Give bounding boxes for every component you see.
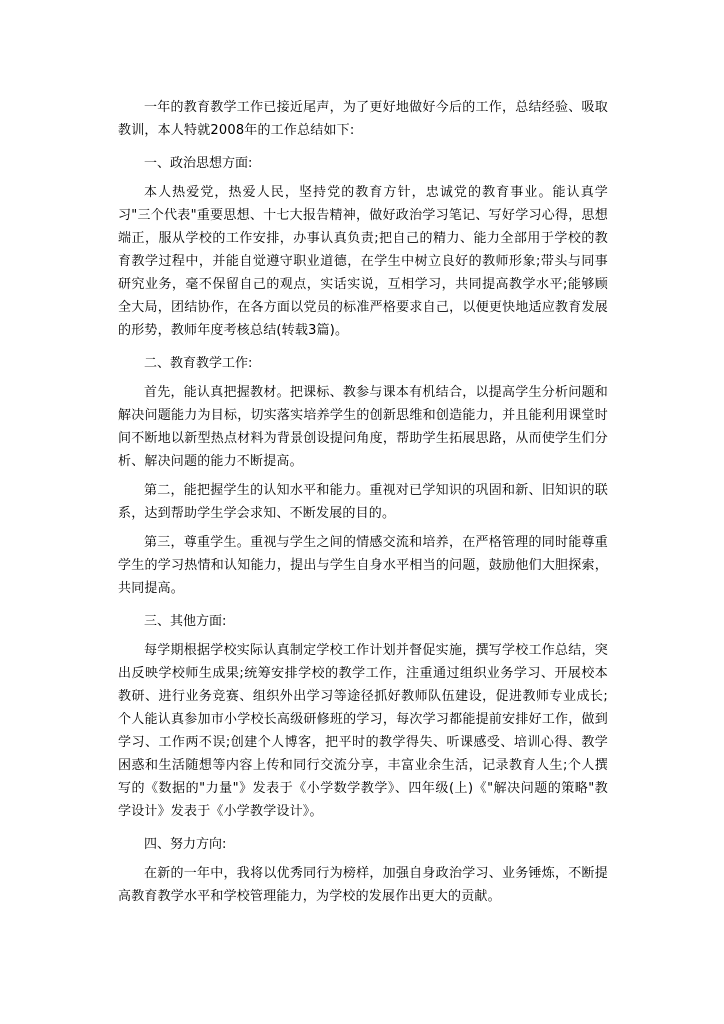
teaching-paragraph-2: 第二，能把握学生的认知水平和能力。重视对已学知识的巩固和新、旧知识的联系，达到帮助学生学会求知、不断发展的目的。 (118, 483, 608, 521)
direction-paragraph: 在新的一年中，我将以优秀同行为榜样，加强自身政治学习、业务锤炼，不断提高教育教学水平和学校管理能力，为学校的发展作出更大的贡献。 (118, 866, 608, 904)
section-heading-teaching: 二、教育教学工作: (144, 356, 253, 371)
section-heading-other: 三、其他方面: (144, 614, 227, 629)
other-paragraph: 每学期根据学校实际认真制定学校工作计划并督促实施，撰写学校工作总结，突出反映学校师生成果;统筹安排学校的教学工作，注重通过组织业务学习、开展校本教研、进行业务竞赛、组织外出学习等途径抓好教师队伍建设，促进教师专业成长;个人能认真参加市小学校长高级研修班的学习，每次学习都能提前安排好工作，做到学习、工作两不误;创建个人博客，把平时的教学得失、听课感受、培训心得、教学困惑和生活随想等内容上传和同行交流分享，丰富业余生活，记录教育人生;个人撰写的《数据的"力量"》发表于《小学数学教学》、四年级(上)《"解决问题的策略"教学设计》发表于《小学教学设计》。 (118, 643, 608, 819)
section-heading-direction: 四、努力方向: (144, 837, 227, 852)
section-heading-politics: 一、政治思想方面: (144, 156, 253, 171)
intro-paragraph: 一年的教育教学工作已接近尾声，为了更好地做好今后的工作，总结经验、吸取教训，本人特就2008年的工作总结如下: (118, 100, 608, 138)
politics-paragraph: 本人热爱党，热爱人民，坚持党的教育方针，忠诚党的教育事业。能认真学习"三个代表"重要思想、十七大报告精神，做好政治学习笔记、写好学习心得，思想端正，服从学校的工作安排，办事认真负责;把自己的精力、能力全部用于学校的教育教学过程中，并能自觉遵守职业道德，在学生中树立良好的教师形象;带头与同事研究业务，毫不保留自己的观点，实话实说，互相学习，共同提高教学水平;能够顾全大局，团结协作，在各方面以党员的标准严格要求自己，以便更快地适应教育发展的形势，教师年度考核总结(转载3篇)。 (118, 185, 608, 338)
document-page (118, 96, 608, 908)
teaching-paragraph-3: 第三，尊重学生。重视与学生之间的情感交流和培养，在严格管理的同时能尊重学生的学习热情和认知能力，提出与学生自身水平相当的问题，鼓励他们大胆探索，共同提高。 (118, 535, 608, 596)
teaching-paragraph-1: 首先，能认真把握教材。把课标、教参与课本有机结合，以提高学生分析问题和解决问题能力为目标，切实落实培养学生的创新思维和创造能力，并且能利用课堂时间不断地以新型热点材料为背景创设提问角度，帮助学生拓展思路，从而使学生们分析、解决问题的能力不断提高。 (118, 385, 608, 469)
